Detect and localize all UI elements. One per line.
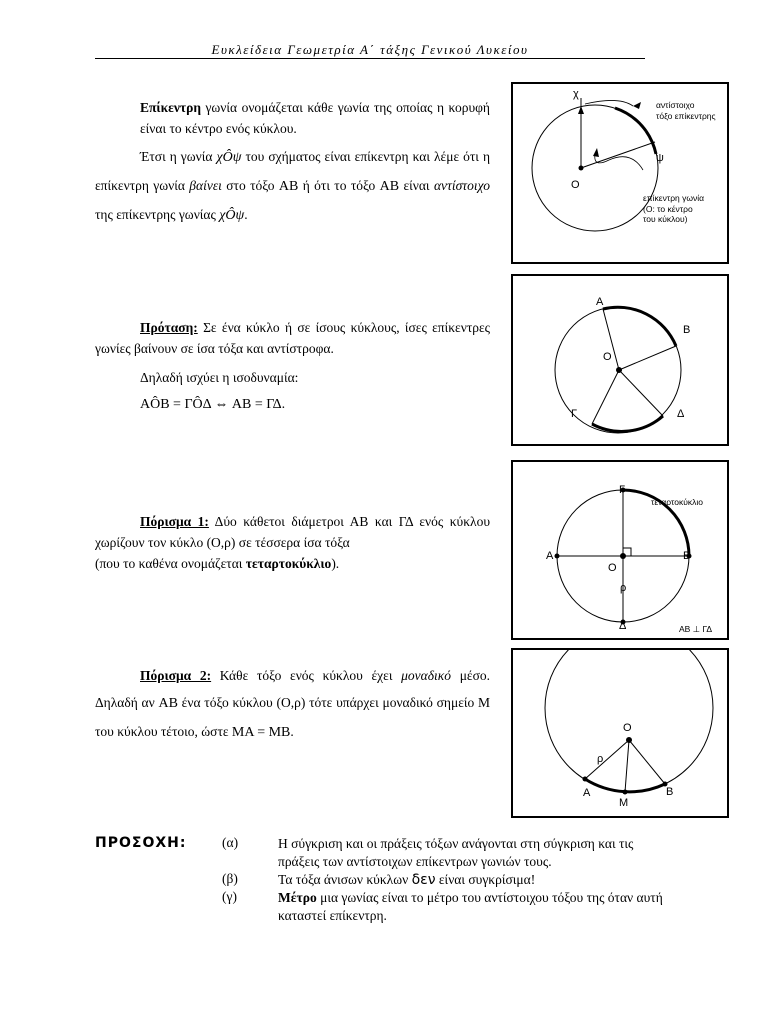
label-quarter: τεταρτοκύκλιο bbox=[651, 497, 703, 507]
corollary2-paragraph bbox=[95, 662, 490, 747]
proposition-paragraph bbox=[95, 318, 490, 360]
example-or: ή ότι το τόξο bbox=[298, 178, 380, 193]
arc-ab-2: AB bbox=[379, 179, 400, 194]
example-is: είναι bbox=[399, 178, 434, 193]
note-central-angle: επίκεντρη γωνία (Ο: το κέντρο του κύκλου) bbox=[643, 193, 705, 225]
definition-paragraph bbox=[140, 98, 490, 140]
example-end: . bbox=[244, 207, 248, 222]
figure-equal-angles-svg bbox=[513, 276, 731, 448]
verb-baine: βαίνει bbox=[189, 178, 222, 193]
header-rule bbox=[95, 58, 645, 59]
label-a: Α bbox=[596, 296, 604, 308]
label-o: Ο bbox=[608, 562, 617, 574]
proposition-line2: Δηλαδή ισχύει η ισοδυναμία: bbox=[140, 370, 299, 385]
label-d: Δ bbox=[619, 620, 627, 632]
attention-key-a: (α) bbox=[222, 835, 239, 850]
label-o: Ο bbox=[623, 722, 632, 734]
corollary1-paragraph bbox=[95, 512, 490, 575]
label-b: Β bbox=[666, 786, 674, 798]
figure-midpoint-svg bbox=[513, 650, 731, 820]
label-rho: ρ bbox=[597, 753, 604, 765]
example-mid: του σχήματος είναι επίκεντρη και λέμε ότι η επίκεντρη γωνία bbox=[95, 149, 491, 193]
label-g: Γ bbox=[619, 484, 626, 496]
attention-text-a: Η σύγκριση και οι πράξεις τόξων ανάγονται στη σύγκριση και τις πράξεις των αντίστοιχων επίκεντρων γωνιών τους. bbox=[278, 836, 634, 870]
angle-chi-o-psi-2: χÔψ bbox=[219, 208, 245, 223]
attention-label: ΠΡΟΣΟΧΗ: bbox=[95, 835, 187, 851]
adj-antistoixo: αντίστοιχο bbox=[433, 178, 490, 193]
angle-chi-o-psi: χÔψ bbox=[216, 150, 242, 165]
corollary1-term: τεταρτοκύκλιο bbox=[245, 555, 332, 571]
label-d: Δ bbox=[677, 408, 685, 420]
corollary2-unique: μοναδικό bbox=[401, 668, 452, 683]
proposition-text: Σε ένα κύκλο ή σε ίσους κύκλους, ίσες επίκεντρες γωνίες βαίνουν σε ίσα τόξα και αντίστροφα. bbox=[95, 320, 490, 356]
example-start: Έτσι η γωνία bbox=[140, 149, 217, 164]
attention-key-b: (β) bbox=[222, 871, 238, 886]
label-a: Α bbox=[546, 550, 554, 562]
corollary2-text2: μέσο. Δηλαδή αν bbox=[95, 668, 490, 710]
corollary2-text1: Κάθε τόξο ενός κύκλου έχει bbox=[211, 668, 402, 683]
corollary1-text: Δύο κάθετοι διάμετροι ΑΒ και ΓΔ ενός κύκλου χωρίζουν τον κύκλο (Ο,ρ) σε τέσσερα ίσα τόξα bbox=[95, 514, 490, 550]
word-den: δεν bbox=[411, 872, 436, 888]
page-header: Ευκλείδεια Γεωμετρία Α΄ τάξης Γενικού Λυκείου bbox=[211, 42, 529, 57]
figure-equal-angles bbox=[511, 274, 729, 446]
label-g: Γ bbox=[571, 408, 578, 420]
attention-key-c: (γ) bbox=[222, 889, 237, 904]
proposition-formula: AÔB = ΓÔΔ ⇔ AB = ΓΔ. bbox=[140, 397, 286, 412]
label-a: Α bbox=[583, 787, 591, 799]
label-psi: ψ bbox=[656, 152, 664, 164]
label-b: Β bbox=[683, 324, 691, 336]
figure-quadrants bbox=[511, 460, 729, 640]
example-of: της επίκεντρης γωνίας bbox=[95, 207, 220, 222]
label-o: Ο bbox=[603, 351, 612, 363]
label-chi: χ bbox=[573, 88, 579, 100]
corollary1-line2b: ). bbox=[331, 555, 340, 571]
attention-text-c: Μέτρο μια γωνίας είναι το μέτρο του αντίστοιχου τόξου της όταν αυτή καταστεί επίκεντρη. bbox=[278, 890, 663, 924]
label-b: Β bbox=[683, 550, 691, 562]
definition-text: γωνία ονομάζεται κάθε γωνία της οποίας η κορυφή είναι το κέντρο ενός κύκλου. bbox=[140, 100, 490, 136]
label-perp: ΑΒ ⊥ ΓΔ bbox=[679, 624, 713, 634]
corollary1-line2a: (που το καθένα ονομάζεται bbox=[95, 555, 246, 571]
figure-midpoint bbox=[511, 648, 729, 818]
proposition-label: Πρόταση: bbox=[140, 320, 198, 335]
term-metro: Μέτρο bbox=[278, 890, 317, 905]
figure-central-angle bbox=[511, 82, 729, 264]
label-rho: ρ bbox=[620, 582, 627, 594]
label-o: Ο bbox=[571, 179, 580, 191]
attention-text-b: Τα τόξα άνισων κύκλων δεν είναι συγκρίσιμα! bbox=[278, 872, 536, 888]
corollary2-label: Πόρισμα 2: bbox=[140, 668, 212, 683]
arc-ab: AB bbox=[278, 179, 299, 194]
example-arc-text: στο τόξο bbox=[221, 178, 279, 193]
corollary2-arc: AB bbox=[158, 696, 178, 711]
corollary1-label: Πόρισμα 1: bbox=[140, 514, 209, 529]
label-m: Μ bbox=[619, 797, 629, 809]
corollary2-text3: ένα τόξο κύκλου (Ο,ρ) τότε υπάρχει μοναδικό σημείο Μ του κύκλου τέτοιο, ώστε bbox=[95, 695, 490, 739]
definition-term: Επίκεντρη bbox=[140, 100, 201, 115]
definition-example bbox=[95, 143, 490, 230]
note-arc: αντίστοιχο τόξο επίκεντρης bbox=[656, 100, 716, 121]
corollary2-end: . bbox=[290, 724, 294, 739]
corollary2-eq: MA = MB bbox=[231, 725, 291, 740]
